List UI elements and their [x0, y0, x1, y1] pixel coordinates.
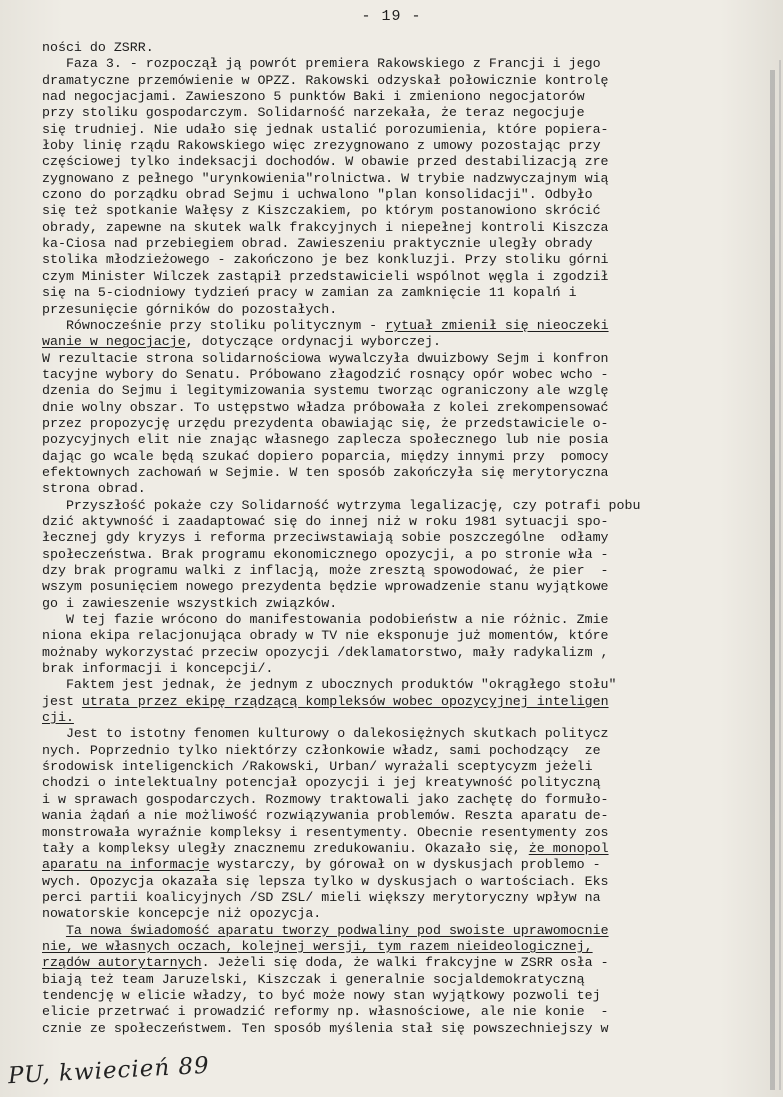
line-text: przy stoliku gospodarczym. Solidarność narzekała, że teraz negocjuje [42, 105, 585, 121]
line-text: i w sprawach gospodarczych. Rozmowy traktowali jako zachętę do formuło- [42, 791, 609, 807]
line-tail: wystarczy, by górował on w dyskusjach problemo - [209, 857, 601, 873]
line-text: się trudniej. Nie udało się jednak ustalić porozumienia, które popiera- [42, 121, 609, 137]
handwritten-signature: PU, kwiecień 89 [7, 1052, 211, 1090]
line-text: W tej fazie wrócono do manifestowania podobieństw a nie różnic. Zmie [42, 612, 609, 628]
text-line [42, 972, 754, 988]
line-text: czym Minister Wilczek zastąpił przedstawicieli wspólnot węgla i zgodził [42, 268, 609, 284]
text-line [42, 612, 754, 628]
line-text: strona obrad. [42, 481, 146, 497]
line-text: dzić aktywność i zaadaptować się do innej niż w roku 1981 sytuacji spo- [42, 513, 609, 529]
line-text: elicie przetrwać i prowadzić reformy np. własnościowe, ale nie konie - [42, 1004, 609, 1020]
line-text: niona ekipa relacjonująca obrady w TV nie eksponuje już momentów, które [42, 628, 609, 644]
text-line [42, 530, 754, 546]
text-line [42, 874, 754, 890]
text-line [42, 841, 754, 857]
text-line [42, 236, 754, 252]
text-line [42, 939, 754, 955]
line-text: obrady, zapewne na skutek walk frakcyjnych i niepełnej kontroli Kiszcza [42, 219, 609, 235]
line-text [42, 923, 66, 938]
line-text: przez propozycję urzędu prezydenta obawiając się, że przedstawiciele o- [42, 415, 609, 431]
text-line [42, 449, 754, 465]
text-line [42, 367, 754, 383]
line-text: Jest to istotny fenomen kulturowy o dalekosiężnych skutkach politycz [42, 726, 609, 742]
line-text: dając go wcale będą szukać dopiero poparcia, między innymi przy pomocy [42, 448, 609, 464]
text-line [42, 416, 754, 432]
line-text: wych. Opozycja okazała się lepsza tylko w dyskusjach o wartościach. Eks [42, 873, 609, 889]
line-text: Faktem jest jednak, że jednym z ubocznych produktów "okrągłego stołu" [42, 677, 617, 693]
line-text: stolika młodzieżowego - zakończono je bez konkluzji. Przy stoliku górni [42, 252, 609, 268]
underlined-text: wanie w negocjacje [42, 334, 186, 350]
text-line [42, 1021, 754, 1037]
line-text: monstrowała wyraźnie kompleksy i resentymenty. Obecnie resentymenty zos [42, 824, 609, 840]
line-text: ności do ZSRR. [42, 40, 154, 55]
text-line [42, 759, 754, 775]
text-line [42, 89, 754, 105]
line-tail: , dotyczące ordynacji wyborczej. [185, 334, 441, 350]
text-line [42, 105, 754, 121]
line-text: perci partii koalicyjnych /SD ZSL/ mieli większy merytoryczny wpływ na [42, 889, 601, 905]
line-text: łecznej gdy kryzys i reforma przeciwstawiają sobie poszczególne odłamy [42, 530, 609, 546]
text-line [42, 122, 754, 138]
text-line [42, 351, 754, 367]
line-text: wania żądań a nie możliwość rozwiązywania problemów. Reszta aparatu de- [42, 808, 609, 824]
line-text: pozycyjnych elit nie znając własnego zaplecza społecznego lub nie posia [42, 432, 609, 448]
line-text: brak informacji i koncepcji/. [42, 661, 274, 677]
line-text: czono do porządku obrad Sejmu i uchwalono "plan konsolidacji". Odbyło [42, 187, 593, 203]
text-line [42, 154, 754, 170]
text-line [42, 825, 754, 841]
line-text: dnie wolny obszar. To ustępstwo władza próbowała z kolei zrekompensować [42, 399, 609, 415]
text-line [42, 171, 754, 187]
line-text: tacyjne wybory do Senatu. Próbowano złagodzić rosnący opór wobec wcho - [42, 366, 609, 382]
line-text: go i zawieszenie wszystkich związków. [42, 595, 338, 611]
text-line [42, 890, 754, 906]
text-line [42, 203, 754, 219]
text-line [42, 220, 754, 236]
text-line [42, 923, 754, 939]
text-line [42, 563, 754, 579]
body-text [42, 40, 754, 1037]
text-line [42, 269, 754, 285]
line-text: zygnowano z pełnego "urynkowienia"rolnictwa. W trybie nadzwyczajnym wią [42, 170, 609, 186]
line-text: środowisk inteligenckich /Rakowski, Urban/ wyrażali sceptycyzm jeżeli [42, 759, 593, 775]
underlined-text: rytuał zmienił się nieoczeki [385, 317, 609, 333]
underlined-text: Ta nowa świadomość aparatu tworzy podwaliny pod swoiste uprawomocnie [65, 922, 609, 938]
text-line [42, 645, 754, 661]
text-line [42, 400, 754, 416]
line-text: Równocześnie przy stoliku politycznym - [42, 317, 386, 333]
line-text: nowatorskie koncepcje niż opozycja. [42, 906, 322, 922]
text-line [42, 596, 754, 612]
line-text: jest [42, 693, 82, 709]
text-line [42, 808, 754, 824]
text-line [42, 334, 754, 350]
text-line [42, 743, 754, 759]
text-line [42, 775, 754, 791]
underlined-text: cji. [42, 710, 74, 726]
text-line [42, 988, 754, 1004]
margin-mark [770, 70, 775, 1090]
text-line [42, 73, 754, 89]
text-line [42, 1004, 754, 1020]
page-number: - 19 - [361, 8, 422, 25]
line-text: cznie ze społeczeństwem. Ten sposób myślenia stał się powszechniejszy w [42, 1020, 609, 1036]
line-text: łoby linię rządu Rakowskiego więc zrezygnowano z umowy pozostając przy [42, 138, 601, 154]
text-line [42, 726, 754, 742]
text-line [42, 857, 754, 873]
text-line [42, 792, 754, 808]
line-text: tendencję w elicie władzy, to być może nowy stan wyjątkowy pozwoli tej [42, 987, 601, 1003]
underlined-text: aparatu na informacje [42, 857, 210, 873]
text-line [42, 187, 754, 203]
line-text: dzenia do Sejmu i legitymizowania systemu tworząc ograniczony ale wzglę [42, 383, 609, 399]
text-line [42, 906, 754, 922]
text-line [42, 285, 754, 301]
line-text: biają też team Jaruzelski, Kiszczak i generalnie socjaldemokratyczną [42, 971, 585, 987]
text-line [42, 514, 754, 530]
text-line [42, 40, 754, 56]
text-line [42, 547, 754, 563]
line-text: się na 5-ciodniowy tydzień pracy w zamian za zamknięcie 11 kopalń i [42, 285, 577, 301]
line-text: efektownych zachowań w Sejmie. W ten sposób zakończyła się merytoryczna [42, 464, 609, 480]
line-text: nad negocjacjami. Zawieszono 5 punktów Baki i zmieniono negocjatorów [42, 89, 585, 105]
line-text: się też spotkanie Wałęsy z Kiszczakiem, po którym postanowiono skrócić [42, 203, 601, 219]
text-line [42, 302, 754, 318]
text-line [42, 955, 754, 971]
underlined-text: rządów autorytarnych [42, 955, 202, 971]
text-line [42, 138, 754, 154]
text-line [42, 579, 754, 595]
line-text: możnaby wykorzystać przeciw opozycji /deklamatorstwo, mały radykalizm , [42, 644, 609, 660]
line-text: przesunięcie górników do pozostałych. [42, 301, 338, 317]
text-line [42, 481, 754, 497]
line-text: W rezultacie strona solidarnościowa wywalczyła dwuizbowy Sejm i konfron [42, 350, 609, 366]
line-text: częściowej tylko indeksacji dochodów. W obawie przed destabilizacją zre [42, 154, 609, 170]
line-text: ka-Ciosa nad przebiegiem obrad. Zawieszeniu praktycznie uległy obrady [42, 236, 593, 252]
line-text: dzy brak programu walki z inflacją, może zresztą spowodować, że pier - [42, 563, 609, 578]
text-line [42, 628, 754, 644]
text-line [42, 383, 754, 399]
text-line [42, 661, 754, 677]
line-text: chodzi o intelektualny potencjał opozycji i jej kreatywność polityczną [42, 775, 601, 791]
line-text: dramatyczne przemówienie w OPZZ. Rakowski odzyskał połowicznie kontrolę [42, 72, 609, 88]
line-text: wszym posunięciem nowego prezydenta będzie wprowadzenie stanu wyjątkowe [42, 579, 609, 595]
text-line [42, 694, 754, 710]
line-text: Przyszłość pokaże czy Solidarność wytrzyma legalizację, czy potrafi pobu [42, 497, 641, 513]
line-text: Faza 3. - rozpoczął ją powrót premiera Rakowskiego z Francji i jego [42, 56, 601, 72]
text-line [42, 252, 754, 268]
underlined-text: nie, we własnych oczach, kolejnej wersji, tym razem nieideologicznej, [42, 938, 593, 954]
line-tail: . Jeżeli się doda, że walki frakcyjne w ZSRR osła - [201, 955, 609, 971]
text-line [42, 465, 754, 481]
text-line [42, 498, 754, 514]
text-line [42, 677, 754, 693]
line-text: nych. Poprzednio tylko niektórzy członkowie władz, sami pochodzący ze [42, 742, 601, 758]
text-line [42, 432, 754, 448]
line-text: społeczeństwa. Brak programu ekonomicznego opozycji, a po stronie wła - [42, 546, 609, 562]
text-line [42, 710, 754, 726]
underlined-text: że monopol [528, 840, 609, 856]
text-line [42, 56, 754, 72]
underlined-text: utrata przez ekipę rządzącą kompleksów wobec opozycyjnej inteligen [81, 693, 609, 709]
line-text: tały a kompleksy uległy znacznemu zredukowaniu. Okazało się, [42, 840, 529, 856]
text-line [42, 318, 754, 334]
margin-edge [779, 60, 781, 1090]
